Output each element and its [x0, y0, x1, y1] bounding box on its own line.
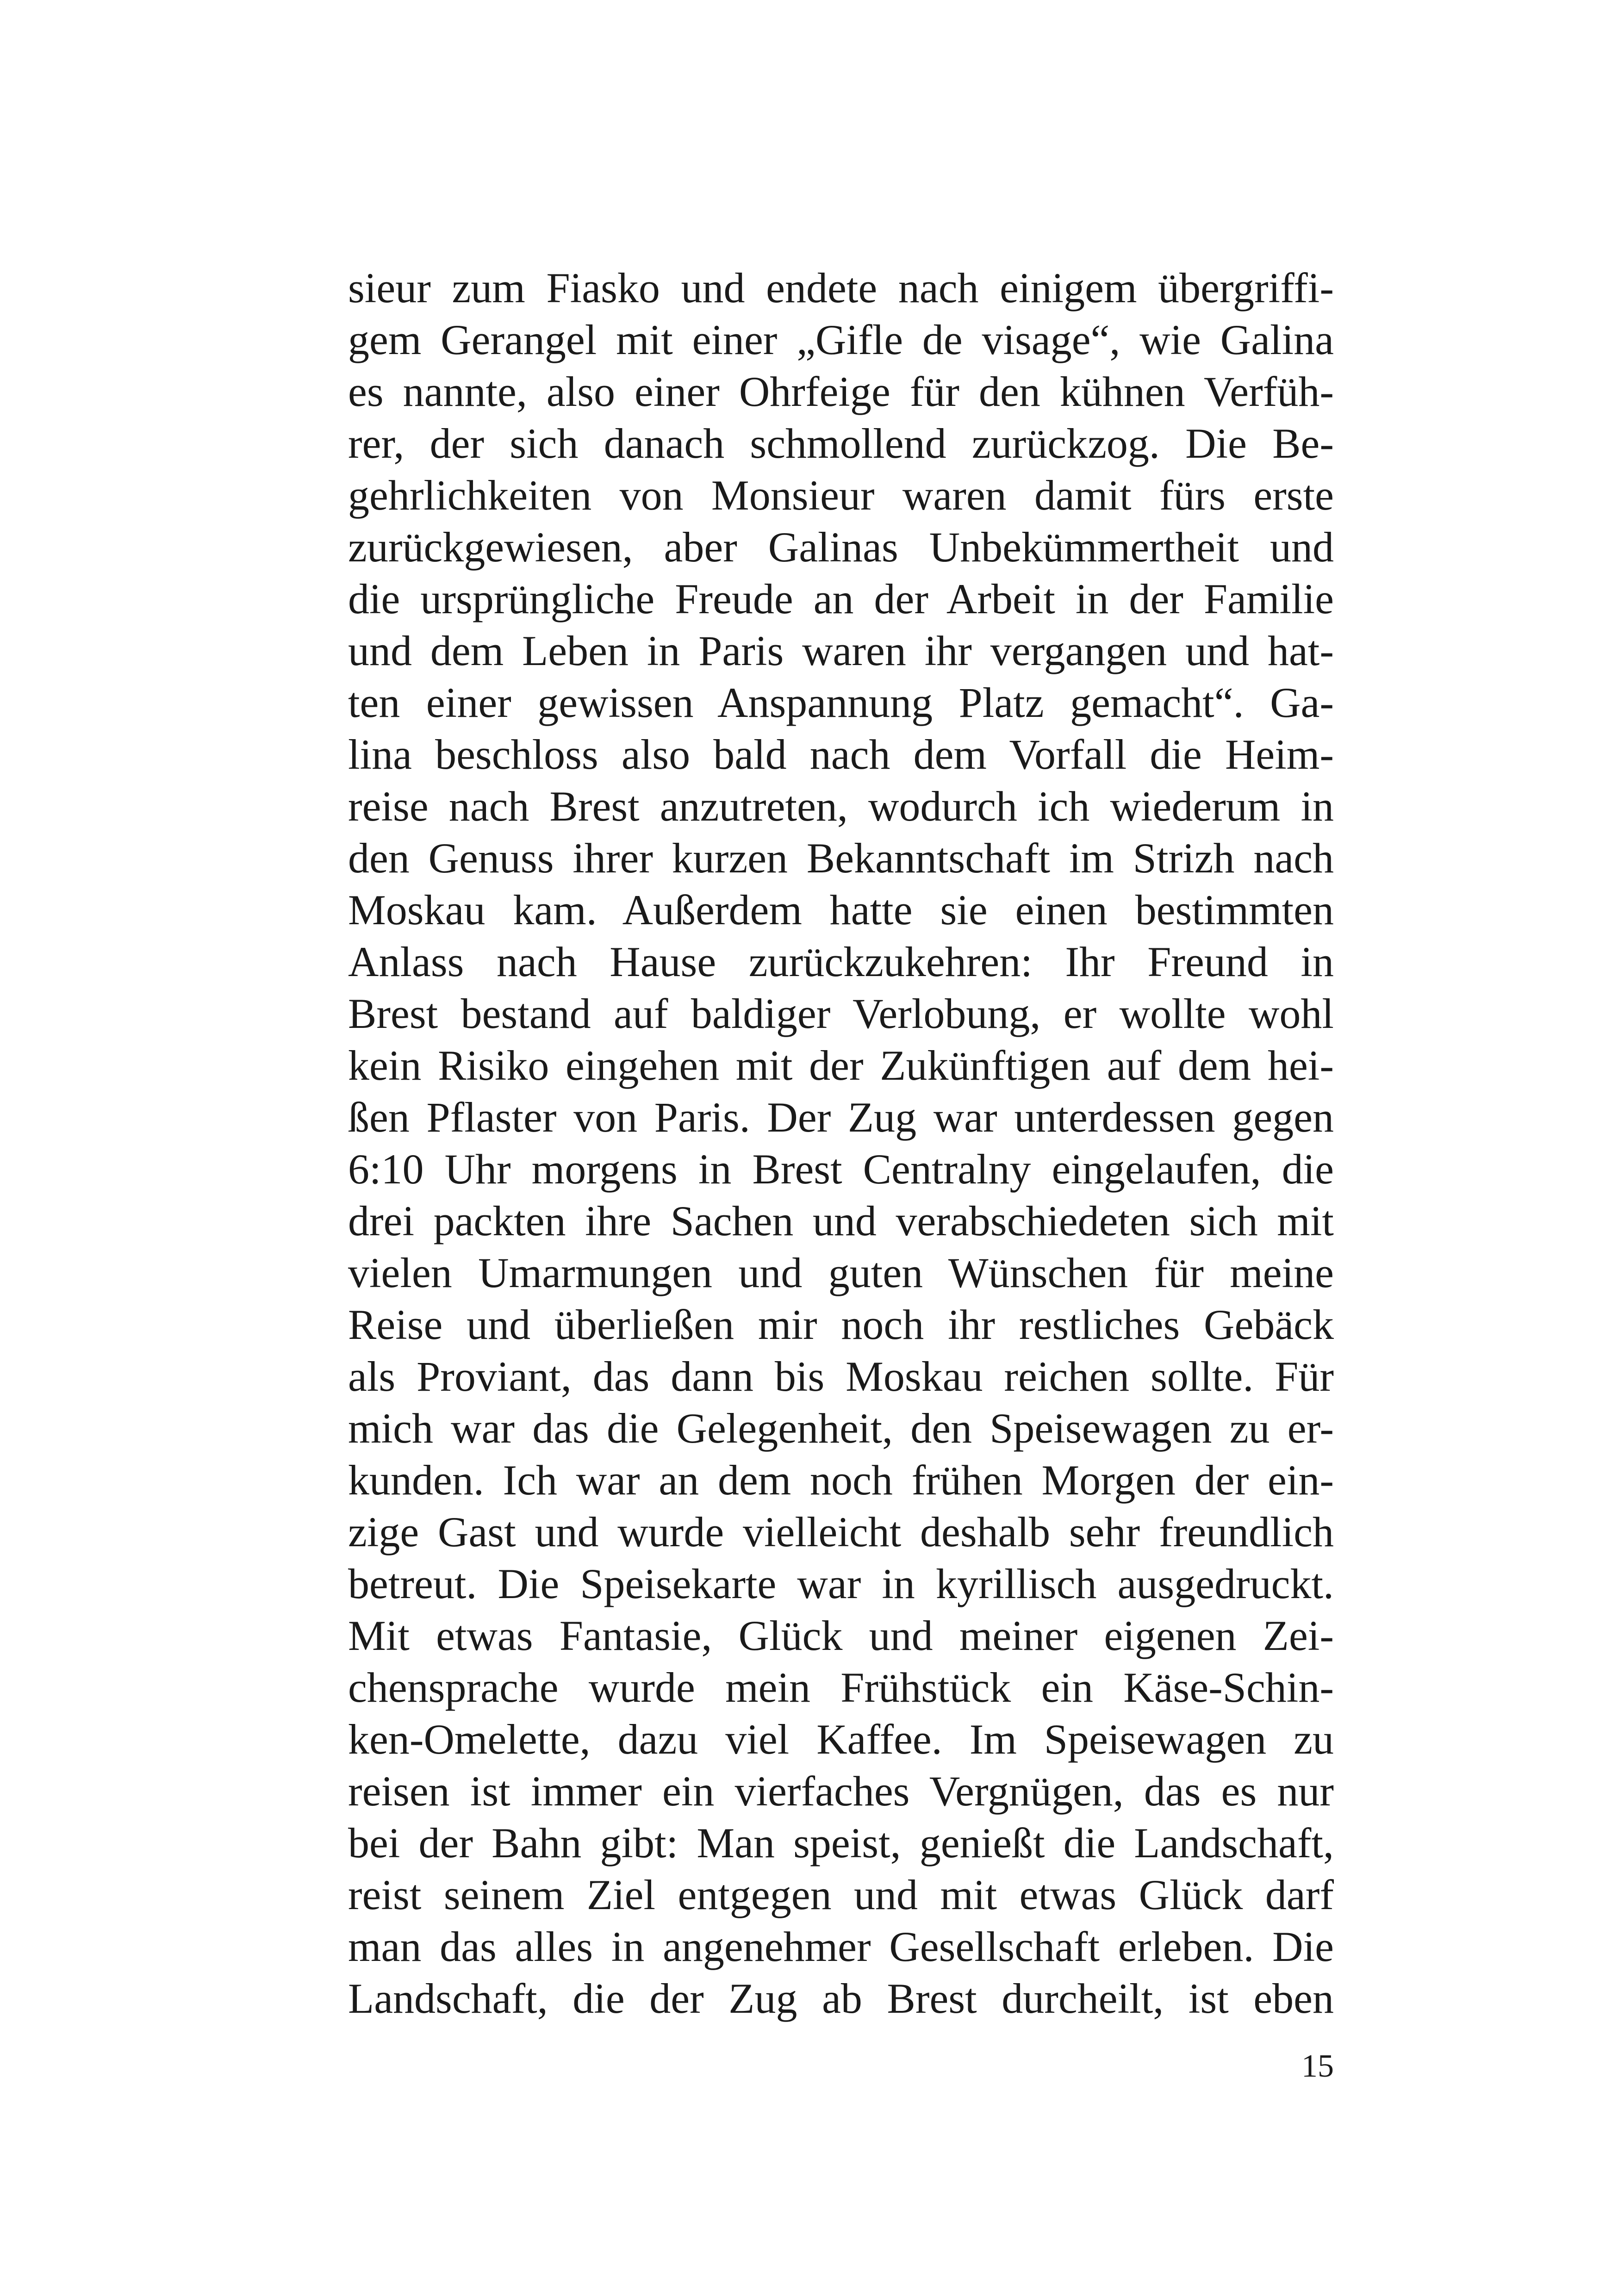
- text-line: vielen Umarmungen und guten Wünschen für meine: [348, 1249, 1334, 1296]
- text-line: sieur zum Fiasko und endete nach einigem übergriffi-: [348, 264, 1334, 311]
- text-line: ken-Omelette, dazu viel Kaffee. Im Speisewagen zu: [348, 1716, 1334, 1763]
- text-line: reise nach Brest anzutreten, wodurch ich wiederum in: [348, 783, 1334, 830]
- text-line: Landschaft, die der Zug ab Brest durcheilt, ist eben: [348, 1975, 1334, 2022]
- text-line: die ursprüngliche Freude an der Arbeit in der Familie: [348, 575, 1334, 622]
- text-line: mich war das die Gelegenheit, den Speisewagen zu er-: [348, 1405, 1334, 1452]
- text-line: man das alles in angenehmer Gesellschaft erleben. Die: [348, 1923, 1334, 1970]
- text-line: gem Gerangel mit einer „Gifle de visage“, wie Galina: [348, 316, 1334, 363]
- body-text: [348, 262, 1334, 2024]
- text-line: und dem Leben in Paris waren ihr vergangen und hat-: [348, 627, 1334, 674]
- text-line: drei packten ihre Sachen und verabschiedeten sich mit: [348, 1197, 1334, 1244]
- text-line: Moskau kam. Außerdem hatte sie einen bestimmten: [348, 886, 1334, 933]
- text-line: als Proviant, das dann bis Moskau reichen sollte. Für: [348, 1353, 1334, 1400]
- text-line: zige Gast und wurde vielleicht deshalb sehr freundlich: [348, 1508, 1334, 1556]
- text-line: es nannte, also einer Ohrfeige für den kühnen Verfüh-: [348, 368, 1334, 415]
- text-line: ten einer gewissen Anspannung Platz gemacht“. Ga-: [348, 679, 1334, 726]
- text-line: reisen ist immer ein vierfaches Vergnügen, das es nur: [348, 1767, 1334, 1815]
- text-line: kunden. Ich war an dem noch frühen Morgen der ein-: [348, 1456, 1334, 1504]
- text-line: kein Risiko eingehen mit der Zukünftigen auf dem hei-: [348, 1042, 1334, 1089]
- page-number: 15: [1301, 2048, 1334, 2084]
- text-line: lina beschloss also bald nach dem Vorfall die Heim-: [348, 731, 1334, 778]
- text-line: rer, der sich danach schmollend zurückzog. Die Be-: [348, 420, 1334, 467]
- text-line: Anlass nach Hause zurückzukehren: Ihr Freund in: [348, 938, 1334, 985]
- text-line: gehrlichkeiten von Monsieur waren damit fürs erste: [348, 472, 1334, 519]
- text-line: 6:10 Uhr morgens in Brest Centralny eingelaufen, die: [348, 1145, 1334, 1193]
- text-line: ßen Pflaster von Paris. Der Zug war unterdessen gegen: [348, 1094, 1334, 1141]
- text-line: Brest bestand auf baldiger Verlobung, er wollte wohl: [348, 990, 1334, 1037]
- text-line: Mit etwas Fantasie, Glück und meiner eigenen Zei-: [348, 1612, 1334, 1659]
- text-line: chensprache wurde mein Frühstück ein Käse-Schin-: [348, 1664, 1334, 1711]
- text-line: Reise und überließen mir noch ihr restliches Gebäck: [348, 1301, 1334, 1348]
- text-line: reist seinem Ziel entgegen und mit etwas Glück darf: [348, 1871, 1334, 1918]
- text-line: betreut. Die Speisekarte war in kyrillisch ausgedruckt.: [348, 1560, 1334, 1607]
- text-line: bei der Bahn gibt: Man speist, genießt die Landschaft,: [348, 1819, 1334, 1867]
- text-line: zurückgewiesen, aber Galinas Unbekümmertheit und: [348, 523, 1334, 571]
- text-line: den Genuss ihrer kurzen Bekanntschaft im Strizh nach: [348, 834, 1334, 882]
